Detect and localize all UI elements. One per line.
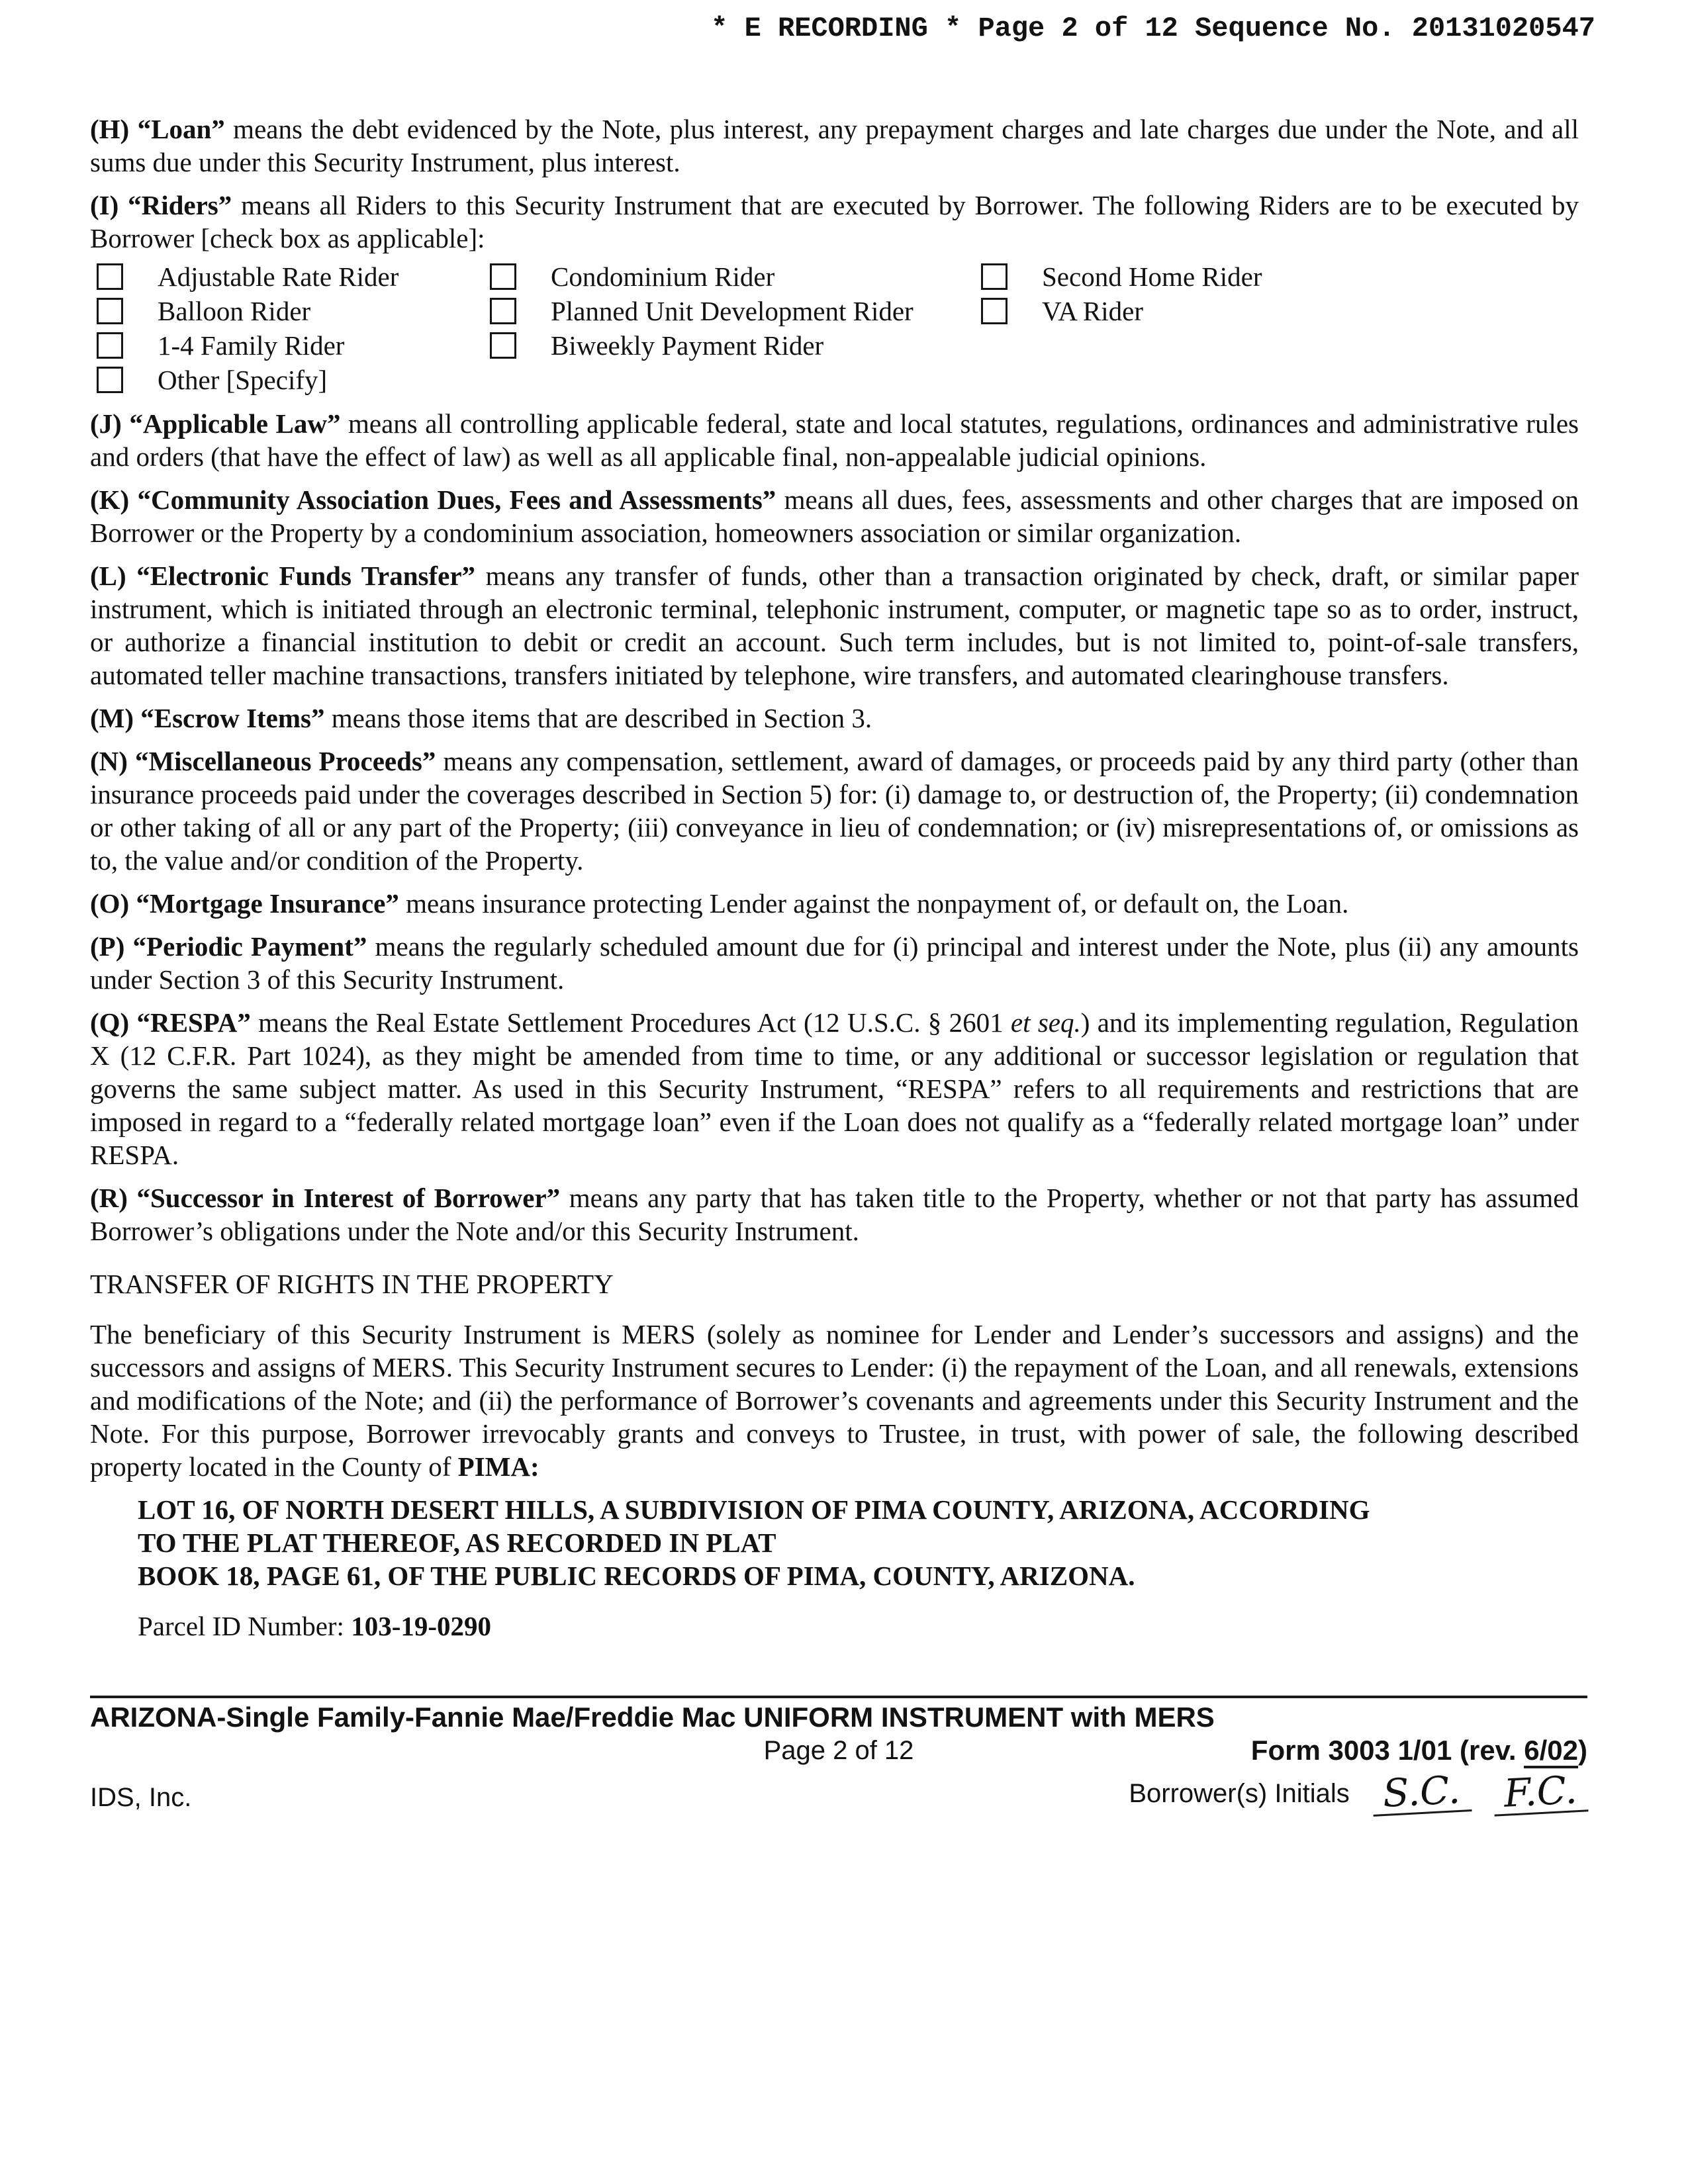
definition-H-text: means the debt evidenced by the Note, plus interest, any prepayment charges and late charges due under the Note, and all sums due under this Security Instrument, plus interest.	[90, 114, 1579, 177]
company-name: IDS, Inc.	[90, 1783, 192, 1812]
rider-option-biweekly-payment	[490, 329, 981, 362]
definition-L-text: means any transfer of funds, other than a transaction originated by check, draft, or similar paper instrument, which is initiated through an electronic terminal, telephonic instrument, computer, or magnetic tape so as to order, instruct, or authorize a financial institution to debit or credit an account. Such term includes, but is not limited to, point-of-sale transfers, automated teller machine transactions, transfers initiated by telephone, wire transfers, and automated clearinghouse transfers.	[90, 561, 1579, 690]
definition-H	[90, 113, 1579, 179]
definition-Q	[90, 1006, 1579, 1171]
instrument-family: -Single Family-	[216, 1702, 415, 1733]
rider-label: 1-4 Family Rider	[158, 330, 345, 361]
rider-option-balloon	[97, 295, 490, 328]
checkbox-planned-unit-development-rider[interactable]	[490, 298, 516, 324]
definition-M-text: means those items that are described in Section 3.	[331, 703, 872, 733]
borrower-initials-signature-2[interactable]: F.C.	[1492, 1770, 1589, 1816]
parcel-id-value: 103-19-0290	[351, 1611, 492, 1641]
definition-I	[90, 189, 1579, 255]
definition-Q-italic: et seq.	[1010, 1007, 1081, 1038]
definition-J-text: means all controlling applicable federal, state and local statutes, regulations, ordinances and administrative rules and orders (that have the effect of law) as well as all applicable final, non-appealable judicial opinions.	[90, 408, 1579, 472]
page-footer	[90, 1696, 1587, 1817]
definition-P-text: means the regularly scheduled amount due for (i) principal and interest under the Note, plus (ii) any amounts under Section 3 of this Security Instrument.	[90, 931, 1579, 995]
parcel-id-row	[90, 1610, 1579, 1643]
rider-label: Biweekly Payment Rider	[551, 330, 824, 361]
instrument-title	[90, 1701, 1587, 1734]
rider-label: Planned Unit Development Rider	[551, 296, 914, 326]
form-revision: 6/02	[1524, 1735, 1578, 1768]
transfer-text: The beneficiary of this Security Instrument is MERS (solely as nominee for Lender and Lender’s successors and assigns) and the successors and assigns of MERS. This Security Instrument secures to Lender: (i) the repayment of the Loan, and all renewals, extensions and modifications of the Note; and (ii) the performance of Borrower’s covenants and agreements under this Security Instrument and the Note. For this purpose, Borrower irrevocably grants and conveys to Trustee, in trust, with power of sale, the following described property located in the County of	[90, 1319, 1579, 1482]
form-number-prefix: Form 3003 1/01 (rev.	[1250, 1735, 1524, 1766]
definition-R-label: (R) “Successor in Interest of Borrower”	[90, 1183, 561, 1213]
legal-description-line: BOOK 18, PAGE 61, OF THE PUBLIC RECORDS OF PIMA, COUNTY, ARIZONA.	[138, 1561, 1135, 1591]
rider-label: VA Rider	[1042, 296, 1144, 326]
rider-label: Condominium Rider	[551, 261, 775, 292]
borrower-initials-label: Borrower(s) Initials	[1129, 1779, 1350, 1808]
rider-label: Other [Specify]	[158, 365, 328, 395]
definition-R	[90, 1181, 1579, 1248]
definition-N-text: means any compensation, settlement, award of damages, or proceeds paid by any third party (other than insurance proceeds paid under the coverages described in Section 5) for: (i) damage to, or destruction of, the Property; (ii) condemnation or other taking of all or any part of the Property; (iii) conveyance in lieu of condemnation; or (iv) misrepresentations of, or omissions as to, the value and/or condition of the Property.	[90, 746, 1579, 876]
checkbox-va-rider[interactable]	[981, 298, 1008, 324]
definition-H-label: (H) “Loan”	[90, 114, 225, 144]
definition-Q-text: means the Real Estate Settlement Procedures Act (12 U.S.C. § 2601	[258, 1007, 1011, 1038]
rider-label: Balloon Rider	[158, 296, 311, 326]
definition-Q-text-after: ) and its implementing regulation, Regulation X (12 C.F.R. Part 1024), as they might be amended from time to time, or any additional or successor legislation or regulation that governs the same subject matter. As used in this Security Instrument, “RESPA” refers to all requirements and restrictions that are imposed in regard to a “federally related mortgage loan” even if the Loan does not qualify as a “federally related mortgage loan” under RESPA.	[90, 1007, 1579, 1170]
instrument-name: Fannie Mae/Freddie Mac UNIFORM INSTRUMENT with MERS	[414, 1702, 1215, 1733]
definition-M	[90, 702, 1579, 735]
checkbox-condominium-rider[interactable]	[490, 263, 516, 290]
footer-company-initials-row	[90, 1766, 1587, 1817]
definition-P-label: (P) “Periodic Payment”	[90, 931, 367, 962]
footer-rule	[90, 1696, 1587, 1698]
definition-L-label: (L) “Electronic Funds Transfer”	[90, 561, 476, 591]
checkbox-1-4-family-rider[interactable]	[97, 332, 123, 359]
borrower-initials-group	[1129, 1766, 1587, 1817]
transfer-county: PIMA:	[457, 1451, 539, 1482]
definition-I-text: means all Riders to this Security Instrument that are executed by Borrower. The following Riders are to be executed by Borrower [check box as applicable]:	[90, 190, 1579, 253]
legal-description-line: LOT 16, OF NORTH DESERT HILLS, A SUBDIVISION OF PIMA COUNTY, ARIZONA, ACCORDING	[138, 1494, 1370, 1525]
footer-page-form-row	[90, 1734, 1587, 1770]
rider-option-planned-unit-development	[490, 295, 981, 328]
definition-Q-label: (Q) “RESPA”	[90, 1007, 251, 1038]
rider-option-1-4-family	[97, 329, 490, 362]
rider-option-second-home	[981, 260, 1579, 293]
form-number	[1251, 1734, 1587, 1767]
definition-R-text: means any party that has taken title to the Property, whether or not that party has assumed Borrower’s obligations under the Note and/or this Security Instrument.	[90, 1183, 1579, 1246]
definition-M-label: (M) “Escrow Items”	[90, 703, 325, 733]
definition-K-text: means all dues, fees, assessments and other charges that are imposed on Borrower or the Property by a condominium association, homeowners association or similar organization.	[90, 484, 1579, 548]
form-number-suffix: )	[1578, 1735, 1587, 1766]
legal-description	[90, 1493, 1579, 1592]
borrower-initials-signature-1[interactable]: S.C.	[1371, 1770, 1472, 1817]
riders-checklist	[90, 260, 1579, 396]
rider-option-va	[981, 295, 1579, 328]
definition-N-label: (N) “Miscellaneous Proceeds”	[90, 746, 436, 776]
definition-L	[90, 559, 1579, 692]
definition-J	[90, 407, 1579, 473]
rider-option-adjustable-rate	[97, 260, 490, 293]
definition-I-label: (I) “Riders”	[90, 190, 232, 220]
checkbox-second-home-rider[interactable]	[981, 263, 1008, 290]
recording-header: * E RECORDING * Page 2 of 12 Sequence No. 20131020547	[711, 13, 1595, 44]
checkbox-adjustable-rate-rider[interactable]	[97, 263, 123, 290]
instrument-state: ARIZONA	[90, 1702, 217, 1733]
document-body	[90, 113, 1579, 1643]
legal-description-line: TO THE PLAT THEREOF, AS RECORDED IN PLAT	[138, 1527, 776, 1558]
checkbox-other-rider[interactable]	[97, 367, 123, 393]
definition-K	[90, 483, 1579, 549]
rider-option-other	[97, 363, 490, 396]
parcel-id-label: Parcel ID Number:	[138, 1611, 344, 1641]
definition-J-label: (J) “Applicable Law”	[90, 408, 341, 439]
checkbox-biweekly-payment-rider[interactable]	[490, 332, 516, 359]
transfer-of-rights-heading: TRANSFER OF RIGHTS IN THE PROPERTY	[90, 1269, 614, 1299]
definition-P	[90, 930, 1579, 996]
checkbox-balloon-rider[interactable]	[97, 298, 123, 324]
definition-O-text: means insurance protecting Lender against the nonpayment of, or default on, the Loan.	[406, 888, 1349, 919]
transfer-paragraph	[90, 1318, 1579, 1483]
definition-K-label: (K) “Community Association Dues, Fees and Assessments”	[90, 484, 776, 515]
rider-label: Second Home Rider	[1042, 261, 1262, 292]
definition-O-label: (O) “Mortgage Insurance”	[90, 888, 399, 919]
rider-label: Adjustable Rate Rider	[158, 261, 399, 292]
definition-O	[90, 887, 1579, 920]
page-number: Page 2 of 12	[763, 1736, 914, 1765]
definition-N	[90, 745, 1579, 877]
rider-option-condominium	[490, 260, 981, 293]
